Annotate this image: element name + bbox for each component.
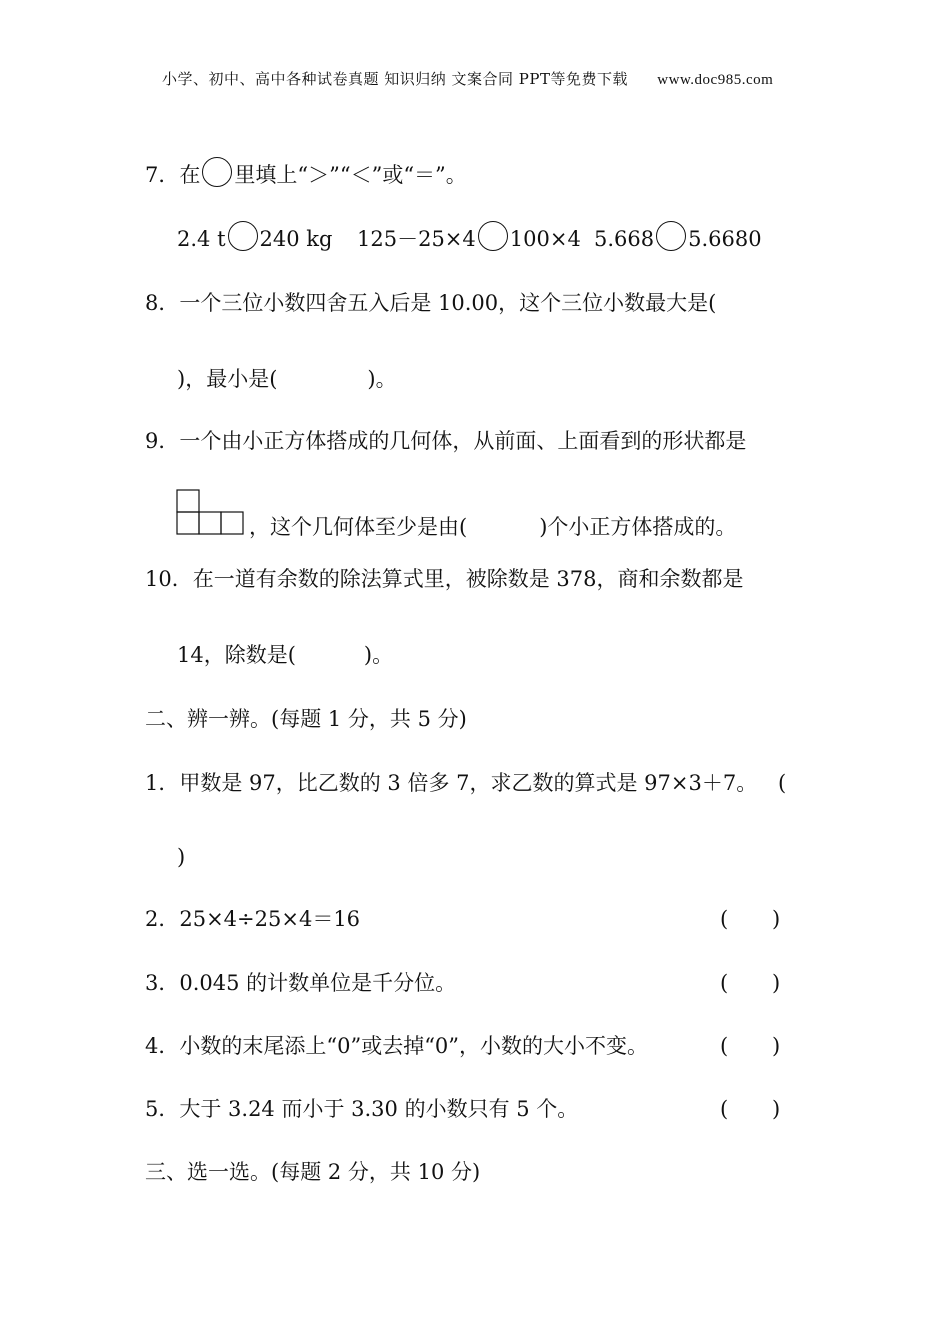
q7-post: 里填上“＞”“＜”或“＝”。 [234, 163, 467, 187]
q9-line-2 [249, 512, 736, 542]
q8-blank-close: )。 [367, 367, 397, 391]
judge-item-1-close: ) [177, 845, 186, 869]
q7-item-3 [594, 224, 762, 254]
judge-item-2-open[interactable]: ( [720, 907, 729, 931]
q8-line-2 [177, 364, 397, 394]
judge-item-3: 3．0.045 的计数单位是千分位。 [145, 971, 457, 995]
judge-item-2-close: ) [772, 907, 781, 931]
header-url: www.doc985.com [657, 72, 774, 88]
judge-item-1-open[interactable]: ( [778, 771, 787, 795]
section-2-title: 二、辨一辨。(每题 1 分，共 5 分) [145, 707, 467, 731]
q7-item-1-circle[interactable] [228, 221, 258, 251]
q7-item-1-right: 240 kg [259, 227, 333, 251]
q8-blank-open: )，最小是( [177, 367, 278, 391]
q9-text-b: )个小正方体搭成的。 [539, 515, 737, 539]
q7-item-3-circle[interactable] [656, 221, 686, 251]
q10-text-b: )。 [363, 643, 394, 667]
q7-number: 7． [145, 163, 180, 187]
q7-item-1-left: 2.4 t [177, 227, 226, 251]
question-7 [145, 160, 467, 190]
q7-item-3-right: 5.6680 [688, 227, 762, 251]
q7-item-2-right: 100×4 [509, 227, 581, 251]
judge-item-3-close: ) [772, 971, 781, 995]
answer-circle-icon[interactable] [202, 157, 232, 187]
header-text: 小学、初中、高中各种试卷真题 知识归纳 文案合同 PPT等免费下载 [162, 70, 628, 88]
judge-item-1: 1．甲数是 97，比乙数的 3 倍多 7，求乙数的算式是 97×3＋7。 [145, 771, 758, 795]
q9-text-a: ，这个几何体至少是由( [249, 515, 468, 539]
question-10: 10．在一道有余数的除法算式里，被除数是 378，商和余数都是 [145, 567, 744, 591]
judge-item-3-open[interactable]: ( [720, 971, 729, 995]
judge-item-4: 4．小数的末尾添上“0”或去掉“0”，小数的大小不变。 [145, 1034, 649, 1058]
q10-text-a: 14，除数是( [177, 643, 296, 667]
question-8: 8．一个三位小数四舍五入后是 10.00，这个三位小数最大是( [145, 291, 717, 315]
judge-item-2: 2．25×4÷25×4＝16 [145, 907, 361, 931]
q7-item-3-left: 5.668 [594, 227, 655, 251]
q7-pre: 在 [179, 163, 201, 187]
q7-item-2-circle[interactable] [478, 221, 508, 251]
judge-item-5-open[interactable]: ( [720, 1097, 729, 1121]
section-3-title: 三、选一选。(每题 2 分，共 10 分) [145, 1160, 481, 1184]
judge-item-5: 5．大于 3.24 而小于 3.30 的小数只有 5 个。 [145, 1097, 579, 1121]
judge-item-4-open[interactable]: ( [720, 1034, 729, 1058]
question-9: 9．一个由小正方体搭成的几何体，从前面、上面看到的形状都是 [145, 429, 747, 453]
q7-item-2 [357, 224, 581, 254]
q10-line-2 [177, 640, 393, 670]
judge-item-4-close: ) [772, 1034, 781, 1058]
q7-item-1 [177, 224, 332, 254]
page-header [162, 68, 773, 89]
q7-item-2-left: 125－25×4 [357, 227, 476, 251]
judge-item-5-close: ) [772, 1097, 781, 1121]
shape-view-diagram [176, 489, 246, 535]
